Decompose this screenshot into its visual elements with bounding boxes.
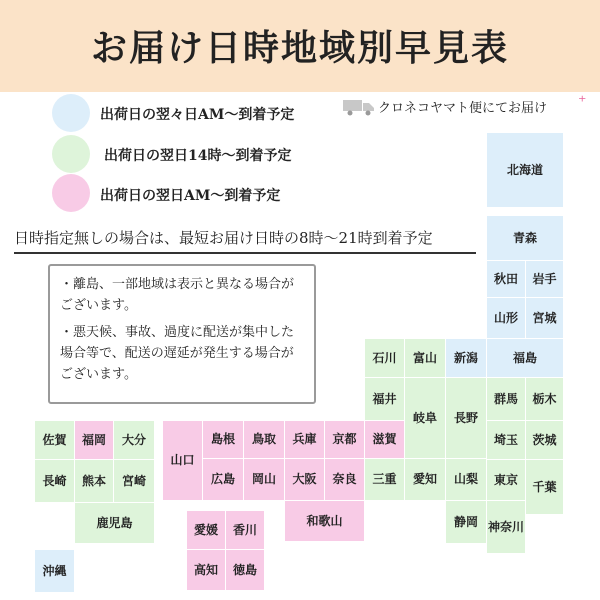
pref-hiroshima: 広島 xyxy=(203,459,243,500)
pref-shiga: 滋賀 xyxy=(365,421,404,458)
default-time-note: 日時指定無しの場合は、最短お届け日時の8時〜21時到着予定 xyxy=(14,227,476,254)
pref-akita: 秋田 xyxy=(487,261,525,297)
pref-kagoshima: 鹿児島 xyxy=(75,503,154,543)
pref-nagasaki: 長崎 xyxy=(35,460,74,502)
pref-tottori: 鳥取 xyxy=(244,421,284,458)
legend-label-green: 出荷日の翌日14時〜到着予定 xyxy=(104,148,292,164)
carrier-note: クロネコヤマト便にてお届け xyxy=(378,101,548,116)
pref-aomori: 青森 xyxy=(487,216,563,260)
pref-osaka: 大阪 xyxy=(285,459,324,500)
pref-wakayama: 和歌山 xyxy=(285,501,364,541)
pref-yamanashi: 山梨 xyxy=(446,459,486,500)
pref-aichi: 愛知 xyxy=(405,459,445,500)
pref-nara: 奈良 xyxy=(325,459,364,500)
pref-ehime: 愛媛 xyxy=(187,511,225,549)
pref-hokkaido: 北海道 xyxy=(487,133,563,207)
pref-miyazaki: 宮崎 xyxy=(114,460,154,502)
pref-okinawa: 沖縄 xyxy=(35,550,74,592)
legend-label-pink: 出荷日の翌日AM〜到着予定 xyxy=(100,188,281,204)
pref-miyagi: 宮城 xyxy=(526,298,563,338)
pref-saga: 佐賀 xyxy=(35,421,74,459)
legend-dot-green xyxy=(52,135,90,173)
pref-toyama: 富山 xyxy=(405,339,445,377)
truck-icon xyxy=(343,98,375,116)
pref-mie: 三重 xyxy=(365,459,404,500)
legend-dot-pink xyxy=(52,174,90,212)
pref-iwate: 岩手 xyxy=(526,261,563,297)
legend-label-blue: 出荷日の翌々日AM〜到着予定 xyxy=(100,107,295,123)
pref-fukui: 福井 xyxy=(365,378,404,420)
pref-tokushima: 徳島 xyxy=(226,550,264,590)
pref-hyogo: 兵庫 xyxy=(285,421,324,458)
pref-oita: 大分 xyxy=(114,421,154,459)
pref-kanagawa: 神奈川 xyxy=(487,501,525,553)
pref-shimane: 島根 xyxy=(203,421,243,458)
pref-yamagata: 山形 xyxy=(487,298,525,338)
pref-nagano: 長野 xyxy=(446,378,486,458)
pref-kochi: 高知 xyxy=(187,550,225,590)
pref-saitama: 埼玉 xyxy=(487,421,525,459)
note-delays: ・悪天候、事故、過度に配送が集中した場合等で、配送の遅延が発生する場合がございます。 xyxy=(60,325,295,382)
pref-yamaguchi: 山口 xyxy=(163,421,202,500)
pref-ishikawa: 石川 xyxy=(365,339,404,377)
pref-kagawa: 香川 xyxy=(226,511,264,549)
header-banner xyxy=(0,0,600,92)
legend-dot-blue xyxy=(52,94,90,132)
pref-ibaraki: 茨城 xyxy=(526,421,563,459)
pref-gunma: 群馬 xyxy=(487,378,525,420)
pref-gifu: 岐阜 xyxy=(405,378,445,458)
pref-tochigi: 栃木 xyxy=(526,378,563,420)
sparkle-icon: ⁺ xyxy=(578,92,587,111)
pref-tokyo: 東京 xyxy=(487,460,525,500)
notes-box xyxy=(48,264,316,404)
pref-fukuoka: 福岡 xyxy=(75,421,113,459)
pref-fukushima: 福島 xyxy=(487,339,563,377)
pref-okayama: 岡山 xyxy=(244,459,284,500)
pref-kyoto: 京都 xyxy=(325,421,364,458)
pref-niigata: 新潟 xyxy=(446,339,486,377)
note-remote-islands: ・離島、一部地域は表示と異なる場合がございます。 xyxy=(60,277,295,313)
pref-shizuoka: 静岡 xyxy=(446,501,486,543)
pref-kumamoto: 熊本 xyxy=(75,460,113,502)
pref-chiba: 千葉 xyxy=(526,460,563,514)
page-title: お届け日時地域別早見表 xyxy=(90,27,509,69)
